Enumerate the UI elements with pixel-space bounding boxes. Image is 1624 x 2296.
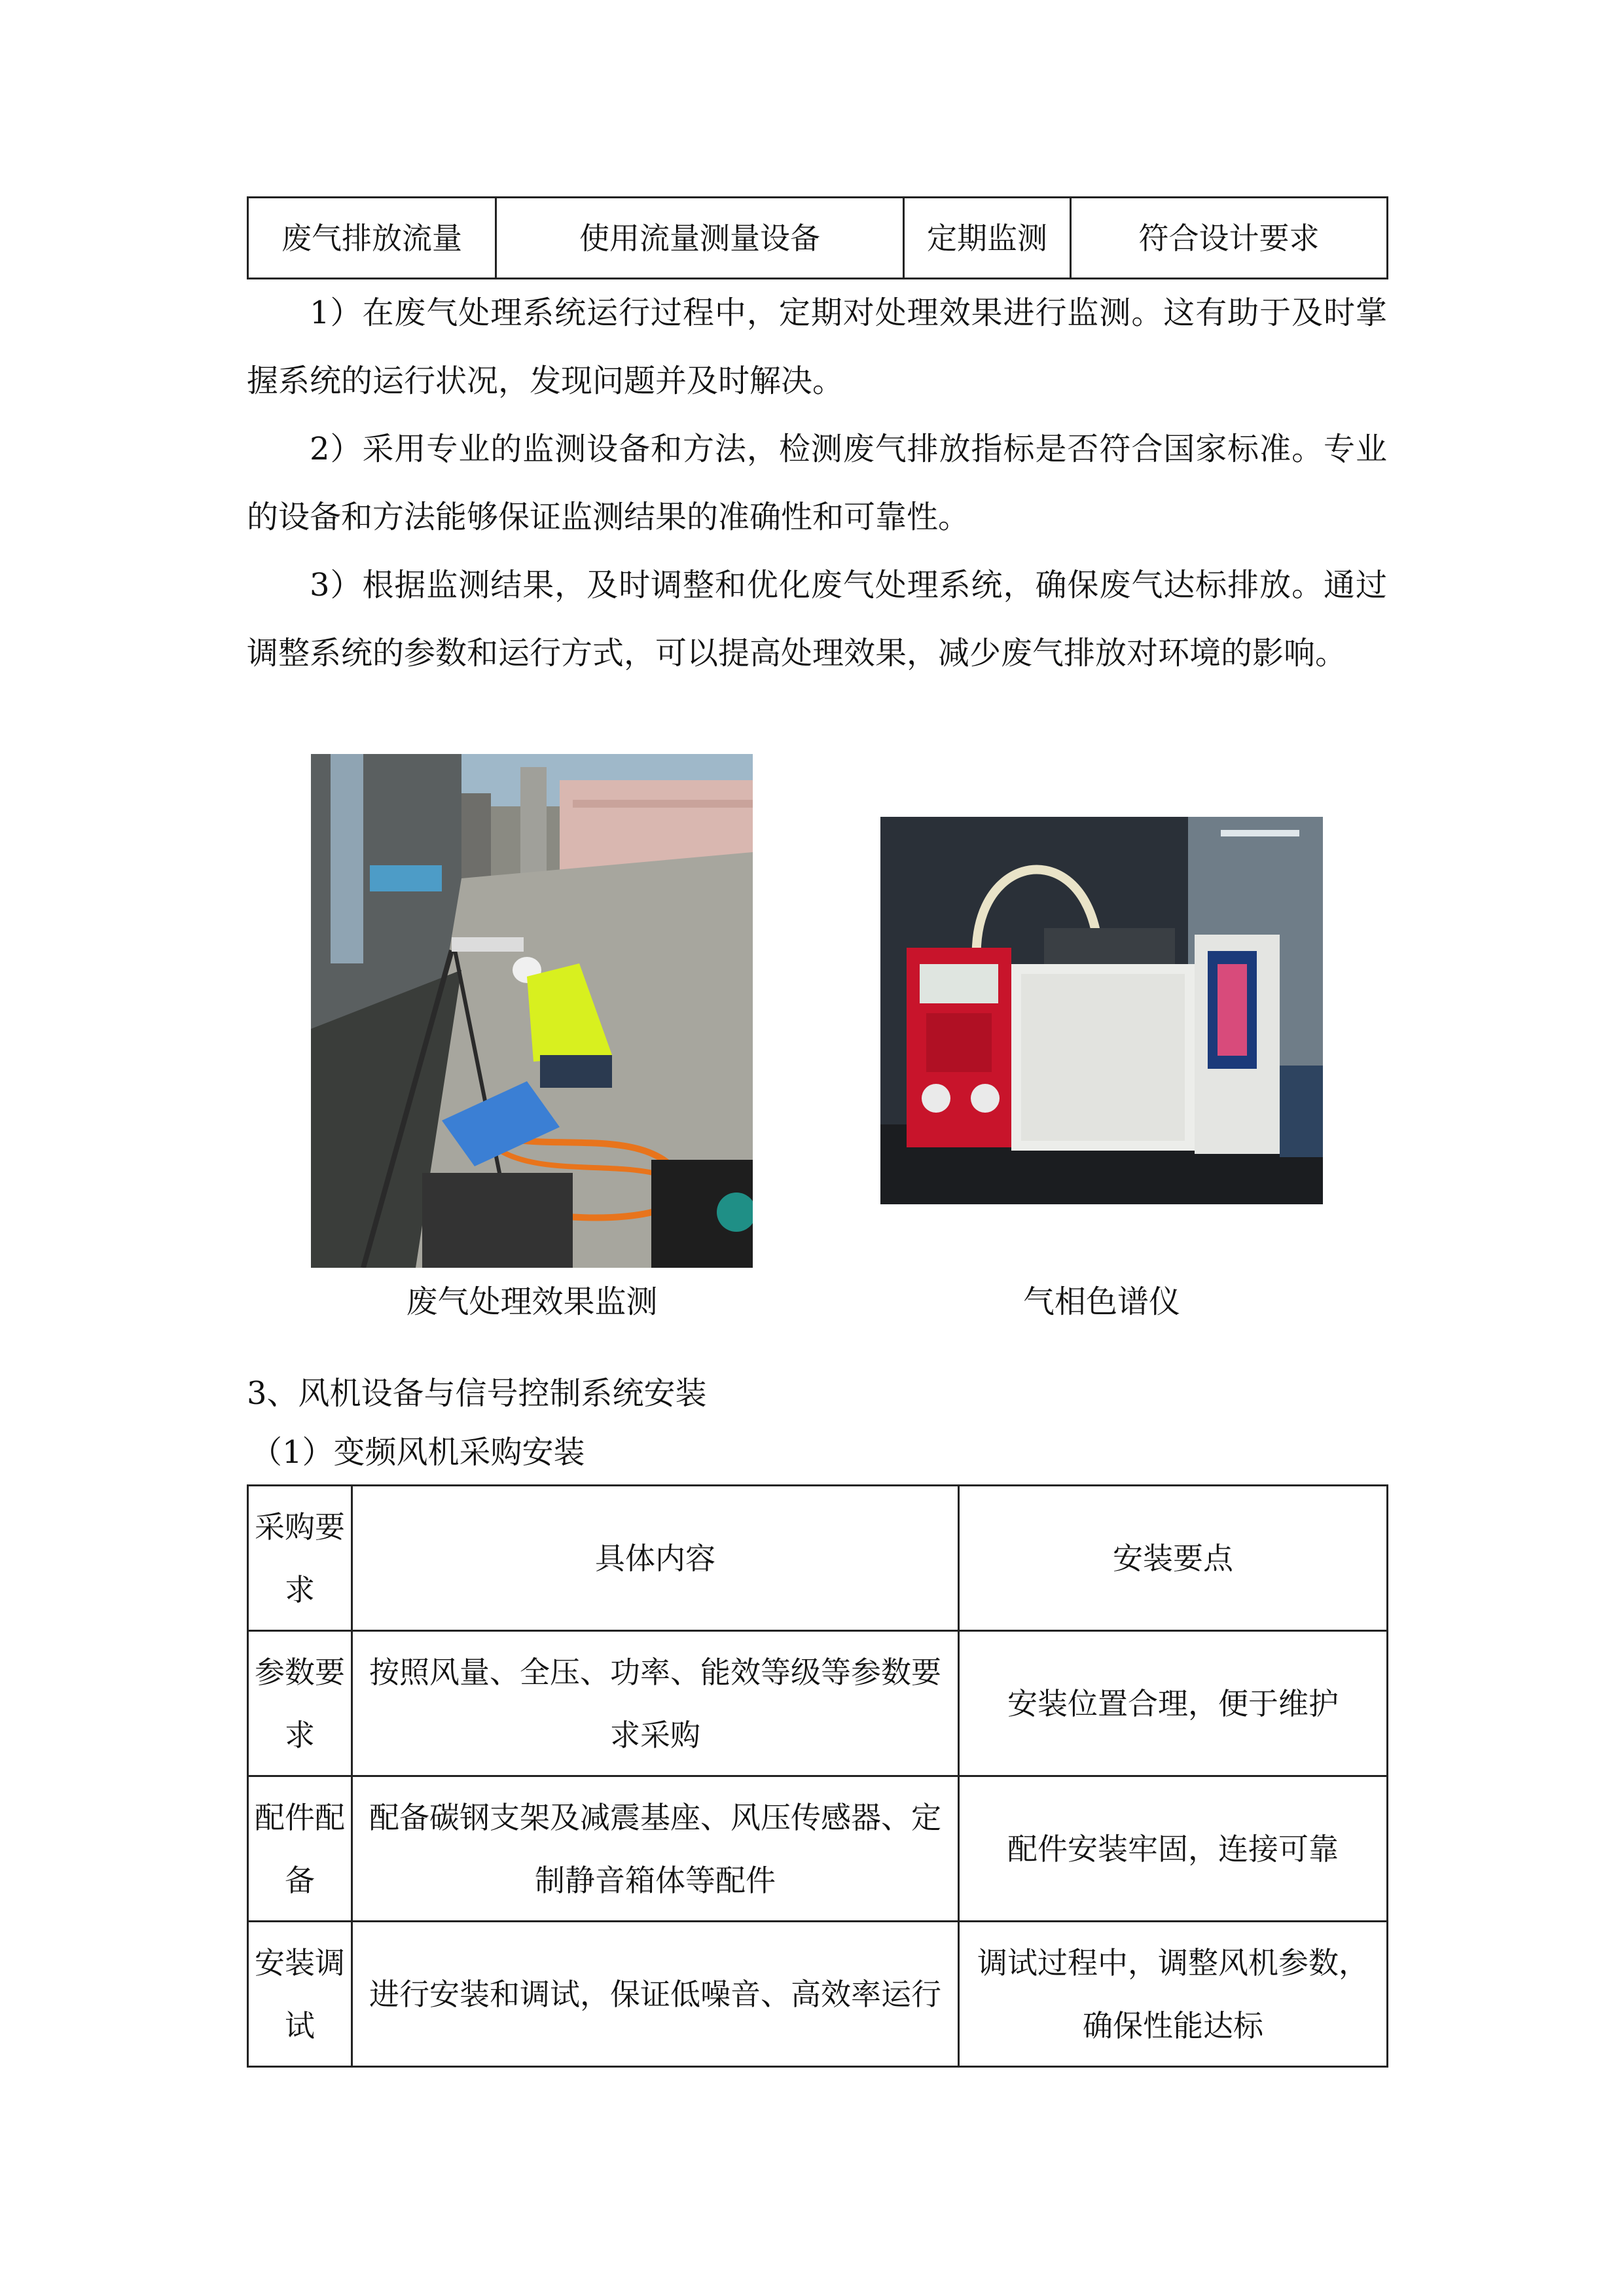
table-row bbox=[248, 1486, 1388, 1631]
section-heading: 3、风机设备与信号控制系统安装 bbox=[247, 1375, 707, 1412]
table-header-cell: 安装要点 bbox=[959, 1486, 1388, 1631]
table-cell: 符合设计要求 bbox=[1071, 198, 1388, 279]
table-cell: 配件安装牢固，连接可靠 bbox=[959, 1776, 1388, 1922]
table-row bbox=[248, 1922, 1388, 2067]
table-cell: 参数要求 bbox=[248, 1631, 352, 1776]
table-row bbox=[248, 1631, 1388, 1776]
table-cell: 定期监测 bbox=[904, 198, 1071, 279]
table-row bbox=[248, 1776, 1388, 1922]
table-cell: 按照风量、全压、功率、能效等级等参数要求采购 bbox=[352, 1631, 959, 1776]
table-cell: 安装调试 bbox=[248, 1922, 352, 2067]
table-header-cell: 采购要求 bbox=[248, 1486, 352, 1631]
photo-gas-chromatograph bbox=[880, 817, 1323, 1204]
paragraph-3: 3）根据监测结果，及时调整和优化废气处理系统，确保废气达标排放。通过调整系统的参数和运行方式，可以提高处理效果，减少废气排放对环境的影响。 bbox=[247, 567, 1387, 672]
paragraph-1: 1）在废气处理系统运行过程中，定期对处理效果进行监测。这有助于及时掌握系统的运行状况，发现问题并及时解决。 bbox=[247, 295, 1387, 399]
table-cell: 安装位置合理，便于维护 bbox=[959, 1631, 1388, 1776]
table-cell: 进行安装和调试，保证低噪音、高效率运行 bbox=[352, 1922, 959, 2067]
table-cell: 废气排放流量 bbox=[248, 198, 496, 279]
table-cell: 使用流量测量设备 bbox=[496, 198, 904, 279]
photo-rooftop-monitoring bbox=[311, 754, 753, 1268]
subsection-heading: （1）变频风机采购安装 bbox=[251, 1434, 585, 1471]
fan-purchase-table bbox=[247, 1484, 1388, 2068]
table-cell: 配备碳钢支架及减震基座、风压传感器、定制静音箱体等配件 bbox=[352, 1776, 959, 1922]
table-cell: 调试过程中，调整风机参数，确保性能达标 bbox=[959, 1922, 1388, 2067]
emission-table bbox=[247, 196, 1388, 279]
table-header-cell: 具体内容 bbox=[352, 1486, 959, 1631]
figure-caption-1: 废气处理效果监测 bbox=[406, 1283, 658, 1320]
paragraph-2: 2）采用专业的监测设备和方法，检测废气排放指标是否符合国家标准。专业的设备和方法能够保证监测结果的准确性和可靠性。 bbox=[247, 431, 1387, 535]
table-row bbox=[248, 198, 1388, 279]
figure-caption-2: 气相色谱仪 bbox=[1022, 1283, 1180, 1320]
table-cell: 配件配备 bbox=[248, 1776, 352, 1922]
